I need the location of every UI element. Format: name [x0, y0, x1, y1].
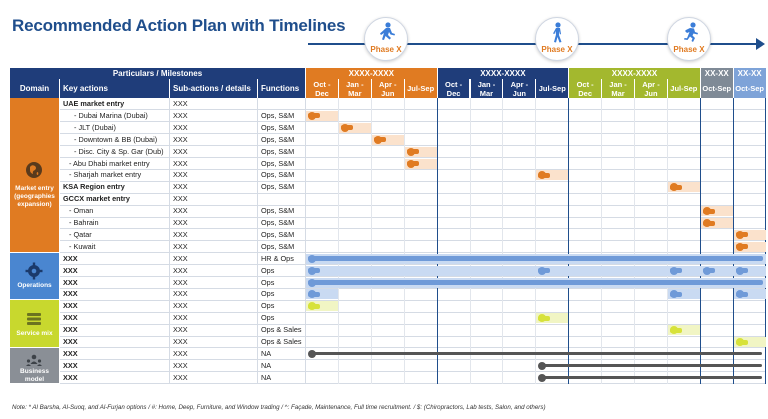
quarter-header: Jan - Mar	[470, 79, 503, 98]
quarter-divider	[634, 98, 635, 384]
timeline-start-dot	[308, 255, 316, 263]
timeline-arrowhead	[756, 38, 765, 50]
quarter-divider	[535, 98, 536, 384]
action-plan-table	[10, 68, 766, 399]
timeline-bar	[308, 113, 320, 118]
row-divider	[60, 228, 766, 229]
sub-action: XXX	[173, 265, 188, 275]
timeline-bar	[736, 292, 748, 297]
year-header: XX-XX	[700, 68, 733, 79]
running-person-icon	[680, 22, 700, 44]
timeline-bar	[407, 161, 419, 166]
column-divider	[257, 98, 258, 384]
key-action: XXX	[63, 325, 78, 335]
year-header: XXXX-XXXX	[568, 68, 700, 79]
phase-label-1: Phase X	[370, 45, 402, 54]
stack-icon	[25, 310, 43, 330]
year-header: XXXX-XXXX	[437, 68, 569, 79]
key-action: UAE market entry	[63, 99, 125, 108]
row-divider	[60, 359, 766, 360]
sub-action: XXX	[173, 313, 188, 323]
quarter-header: Apr - Jun	[502, 79, 535, 98]
timeline-bar	[407, 149, 419, 154]
quarter-header: Jan - Mar	[601, 79, 634, 98]
timeline-bar	[670, 328, 682, 333]
quarter-divider	[700, 98, 701, 384]
timeline-bar	[538, 268, 550, 273]
sub-action: XXX	[173, 110, 188, 120]
function: Ops	[261, 265, 275, 275]
key-action: XXX	[63, 372, 78, 382]
domain-label: Operations	[17, 282, 52, 290]
timeline-bar	[538, 316, 550, 321]
row-divider	[60, 205, 766, 206]
sub-action: XXX	[173, 325, 188, 335]
quarter-divider	[601, 98, 602, 384]
row-divider	[60, 133, 766, 134]
key-action: XXX	[63, 289, 78, 299]
function: Ops, S&M	[261, 146, 295, 156]
timeline-bar	[540, 376, 761, 379]
function: Ops, S&M	[261, 218, 295, 227]
domain-operations	[10, 253, 59, 300]
sub-action: XXX	[173, 158, 188, 168]
key-action: - Kuwait	[69, 241, 96, 251]
row-divider	[60, 169, 766, 170]
row-divider	[60, 371, 766, 372]
domain-market-entry	[10, 98, 59, 252]
function: Ops, S&M	[261, 229, 295, 239]
quarter-divider	[502, 98, 503, 384]
timeline-bar	[736, 340, 748, 345]
sub-action: XXX	[173, 372, 188, 382]
walking-person-icon	[548, 22, 568, 44]
quarter-header: Jul-Sep	[535, 79, 568, 98]
domain-service-mix	[10, 300, 59, 347]
phase-marker-3	[667, 17, 711, 61]
gear-icon	[25, 262, 43, 282]
function: NA	[261, 348, 272, 358]
quarter-header: Apr - Jun	[371, 79, 404, 98]
quarter-divider	[404, 98, 405, 384]
timeline-bar	[736, 244, 748, 249]
quarter-divider	[568, 98, 569, 384]
sub-action: XXX	[173, 122, 188, 132]
quarter-header: Oct-Sep	[733, 79, 766, 98]
phase-marker-2	[535, 17, 579, 61]
key-action: XXX	[63, 348, 78, 358]
key-action: - Sharjah market entry	[69, 170, 142, 180]
row-divider	[60, 312, 766, 313]
key-actions-header: Key actions	[59, 79, 169, 98]
sub-action: XXX	[173, 253, 188, 263]
function: Ops	[261, 277, 275, 287]
phase-marker-1	[364, 17, 408, 61]
key-action: XXX	[63, 360, 78, 370]
domain-business-model	[10, 348, 59, 383]
key-action: KSA Region entry	[63, 182, 125, 192]
function: Ops	[261, 313, 275, 323]
quarter-divider	[470, 98, 471, 384]
page-title: Recommended Action Plan with Timelines	[12, 16, 346, 35]
timeline-bar	[703, 268, 715, 273]
sub-action: XXX	[173, 206, 188, 216]
timeline-bar	[703, 209, 715, 214]
key-action: - Qatar	[69, 229, 92, 239]
function: Ops	[261, 301, 275, 311]
key-action: GCCX market entry	[63, 194, 130, 204]
sub-action: XXX	[173, 229, 188, 239]
quarter-header: Apr - Jun	[634, 79, 667, 98]
quarter-header: Oct - Dec	[568, 79, 601, 98]
particulars-header: Particulars / Milestones	[10, 68, 305, 79]
sub-action: XXX	[173, 182, 188, 192]
column-divider	[169, 98, 170, 384]
key-action: XXX	[63, 277, 78, 287]
timeline-bar	[374, 137, 386, 142]
row-divider	[60, 121, 766, 122]
sub-action: XXX	[173, 218, 188, 227]
sub-action: XXX	[173, 194, 188, 204]
phase-label-3: Phase X	[673, 45, 705, 54]
quarter-divider	[338, 98, 339, 384]
function: Ops, S&M	[261, 122, 295, 132]
sub-action: XXX	[173, 337, 188, 346]
timeline-bar	[670, 185, 682, 190]
timeline-bar	[736, 232, 748, 237]
sub-action: XXX	[173, 134, 188, 144]
key-action: - Bahrain	[69, 218, 99, 227]
functions-header: Functions	[257, 79, 305, 98]
footnote: Note: * Al Barsha, Al-Suoq, and Al-Furjan options / #: Home, Deep, Furniture, and Window trading / ^: Façade, Maintenance, Full time recruitment. / $: (Chiropractors, Lab tests, Salon, and others)	[12, 404, 546, 411]
year-header: XX-XX	[733, 68, 766, 79]
row-divider	[60, 336, 766, 337]
row-divider	[60, 288, 766, 289]
domain-label: Market entry (geographies expansion)	[14, 185, 55, 209]
function: Ops, S&M	[261, 134, 295, 144]
timeline-bar	[308, 280, 763, 285]
timeline-bar	[538, 173, 550, 178]
phase-label-2: Phase X	[541, 45, 573, 54]
quarter-divider	[667, 98, 668, 384]
key-action: - Downtown & BB (Dubai)	[74, 134, 158, 144]
sub-action: XXX	[173, 241, 188, 251]
sub-actions-header: Sub-actions / details	[169, 79, 257, 98]
key-action: XXX	[63, 265, 78, 275]
quarter-header: Oct - Dec	[437, 79, 470, 98]
row-divider	[60, 181, 766, 182]
domain-label: Business model	[20, 367, 49, 383]
key-action: - Dubai Marina (Dubai)	[74, 110, 148, 120]
sub-action: XXX	[173, 170, 188, 180]
key-action: XXX	[63, 301, 78, 311]
timeline-bar	[703, 221, 715, 226]
timeline-bar	[670, 268, 682, 273]
sub-action: XXX	[173, 301, 188, 311]
function: NA	[261, 372, 272, 382]
timeline-start-dot	[308, 279, 316, 287]
row-divider	[60, 240, 766, 241]
column-divider	[305, 98, 306, 384]
quarter-header: Jul-Sep	[667, 79, 700, 98]
key-action: - Disc. City & Sp. Gar (Dub)	[74, 146, 164, 156]
sub-action: XXX	[173, 348, 188, 358]
sub-action: XXX	[173, 277, 188, 287]
row-divider	[60, 324, 766, 325]
quarter-header: Oct - Dec	[305, 79, 338, 98]
timeline-bar	[540, 364, 761, 367]
function: Ops & Sales	[261, 337, 302, 346]
year-header: XXXX-XXXX	[305, 68, 437, 79]
quarter-header: Jan - Mar	[338, 79, 371, 98]
key-action: - JLT (Dubai)	[74, 122, 116, 132]
sub-action: XXX	[173, 360, 188, 370]
domain-label: Service mix	[16, 330, 53, 338]
function: Ops, S&M	[261, 182, 295, 192]
timeline-bar	[310, 352, 762, 355]
function: Ops, S&M	[261, 241, 295, 251]
row-divider	[60, 300, 766, 301]
function: Ops, S&M	[261, 206, 295, 216]
key-action: XXX	[63, 253, 78, 263]
sub-action: XXX	[173, 146, 188, 156]
function: Ops, S&M	[261, 158, 295, 168]
quarter-header: Jul-Sep	[404, 79, 437, 98]
globe-icon	[25, 161, 43, 181]
function: Ops, S&M	[261, 170, 295, 180]
key-action: XXX	[63, 313, 78, 323]
timeline-band	[306, 266, 766, 276]
row-divider	[60, 347, 766, 348]
domain-header: Domain	[10, 79, 59, 98]
row-divider	[60, 193, 766, 194]
quarter-header: Oct-Sep	[700, 79, 733, 98]
function: HR & Ops	[261, 253, 294, 263]
row-divider	[60, 217, 766, 218]
function: Ops, S&M	[261, 110, 295, 120]
timeline-bar	[308, 304, 320, 309]
quarter-divider	[437, 98, 438, 384]
function: Ops & Sales	[261, 325, 302, 335]
key-action: - Oman	[69, 206, 94, 216]
timeline-bar	[670, 292, 682, 297]
function: Ops	[261, 289, 275, 299]
row-divider	[60, 383, 766, 384]
crouching-runner-icon	[377, 22, 397, 44]
key-action: - Abu Dhabi market entry	[69, 158, 150, 168]
timeline-bar	[341, 125, 353, 130]
timeline-bar	[308, 256, 763, 261]
timeline-bar	[736, 268, 748, 273]
sub-action: XXX	[173, 99, 188, 108]
sub-action: XXX	[173, 289, 188, 299]
timeline-bar	[308, 292, 320, 297]
timeline-bar	[308, 268, 320, 273]
key-action: XXX	[63, 337, 78, 346]
function: NA	[261, 360, 272, 370]
row-divider	[60, 109, 766, 110]
